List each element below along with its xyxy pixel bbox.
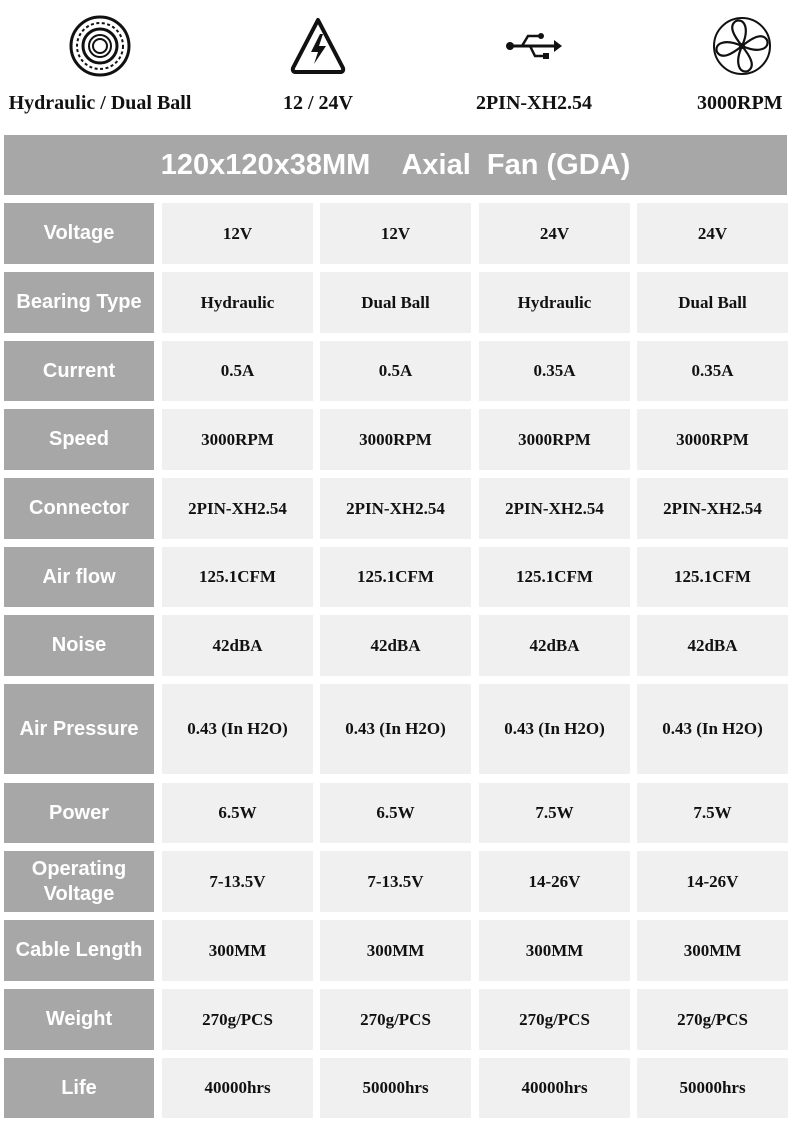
table-row	[0, 272, 793, 333]
table-cell: 3000RPM	[637, 409, 788, 470]
row-label: Air flow	[4, 547, 154, 607]
row-label: Voltage	[4, 203, 154, 264]
table-cell: 42dBA	[320, 615, 471, 676]
table-cell: 270g/PCS	[162, 989, 313, 1050]
table-cell: 12V	[320, 203, 471, 264]
table-row	[0, 341, 793, 401]
table-cell: 2PIN-XH2.54	[479, 478, 630, 539]
table-cell: 0.43 (In H2O)	[637, 684, 788, 774]
table-cell: 300MM	[479, 920, 630, 981]
table-cell: 270g/PCS	[479, 989, 630, 1050]
table-cell: 0.43 (In H2O)	[479, 684, 630, 774]
voltage-warning-icon	[286, 12, 350, 80]
table-cell: 40000hrs	[479, 1058, 630, 1118]
row-label: Weight	[4, 989, 154, 1050]
row-label: Connector	[4, 478, 154, 539]
feature-connector	[436, 0, 632, 128]
table-cell: 3000RPM	[479, 409, 630, 470]
table-cell: 300MM	[162, 920, 313, 981]
table-cell: 0.5A	[162, 341, 313, 401]
row-label: Power	[4, 783, 154, 843]
feature-label-connector: 2PIN-XH2.54	[475, 92, 593, 114]
row-label: Noise	[4, 615, 154, 676]
table-cell: 0.43 (In H2O)	[320, 684, 471, 774]
table-row	[0, 1058, 793, 1118]
table-cell: 270g/PCS	[320, 989, 471, 1050]
table-cell: 0.5A	[320, 341, 471, 401]
feature-voltage	[220, 0, 416, 128]
table-cell: 24V	[479, 203, 630, 264]
feature-label-voltage: 12 / 24V	[283, 92, 353, 114]
usb-connector-icon	[502, 12, 566, 80]
table-cell: Hydraulic	[479, 272, 630, 333]
table-cell: Dual Ball	[637, 272, 788, 333]
table-cell: Dual Ball	[320, 272, 471, 333]
row-label: Operating Voltage	[4, 851, 154, 912]
page-title: 120x120x38MM Axial Fan (GDA)	[4, 135, 787, 195]
table-cell: Hydraulic	[162, 272, 313, 333]
table-row	[0, 203, 793, 264]
table-row	[0, 409, 793, 470]
feature-bearing	[0, 0, 200, 128]
row-label: Life	[4, 1058, 154, 1118]
table-cell: 300MM	[320, 920, 471, 981]
table-cell: 50000hrs	[320, 1058, 471, 1118]
table-row	[0, 547, 793, 607]
table-cell: 42dBA	[162, 615, 313, 676]
table-cell: 7-13.5V	[162, 851, 313, 912]
table-cell: 2PIN-XH2.54	[162, 478, 313, 539]
table-cell: 300MM	[637, 920, 788, 981]
table-cell: 14-26V	[479, 851, 630, 912]
table-cell: 7-13.5V	[320, 851, 471, 912]
row-label: Speed	[4, 409, 154, 470]
row-label: Cable Length	[4, 920, 154, 981]
table-cell: 125.1CFM	[320, 547, 471, 607]
table-row	[0, 615, 793, 676]
fan-icon	[710, 12, 774, 80]
table-cell: 6.5W	[320, 783, 471, 843]
bearing-icon	[68, 12, 132, 80]
row-label: Current	[4, 341, 154, 401]
table-cell: 0.35A	[479, 341, 630, 401]
table-row	[0, 783, 793, 843]
table-cell: 42dBA	[479, 615, 630, 676]
feature-label-speed: 3000RPM	[697, 92, 783, 114]
table-cell: 14-26V	[637, 851, 788, 912]
table-cell: 2PIN-XH2.54	[637, 478, 788, 539]
feature-speed	[652, 0, 793, 128]
table-cell: 12V	[162, 203, 313, 264]
table-row	[0, 920, 793, 981]
table-cell: 2PIN-XH2.54	[320, 478, 471, 539]
table-cell: 0.43 (In H2O)	[162, 684, 313, 774]
row-label: Bearing Type	[4, 272, 154, 333]
feature-label-bearing: Hydraulic / Dual Ball	[8, 92, 192, 114]
table-cell: 3000RPM	[162, 409, 313, 470]
table-cell: 6.5W	[162, 783, 313, 843]
table-cell: 50000hrs	[637, 1058, 788, 1118]
feature-strip	[0, 0, 793, 128]
table-cell: 125.1CFM	[479, 547, 630, 607]
table-row	[0, 989, 793, 1050]
table-cell: 24V	[637, 203, 788, 264]
table-cell: 7.5W	[479, 783, 630, 843]
row-label: Air Pressure	[4, 684, 154, 774]
table-cell: 7.5W	[637, 783, 788, 843]
table-row	[0, 851, 793, 912]
table-cell: 42dBA	[637, 615, 788, 676]
table-cell: 0.35A	[637, 341, 788, 401]
table-cell: 3000RPM	[320, 409, 471, 470]
table-cell: 270g/PCS	[637, 989, 788, 1050]
table-row	[0, 684, 793, 774]
table-cell: 40000hrs	[162, 1058, 313, 1118]
table-cell: 125.1CFM	[637, 547, 788, 607]
table-row	[0, 478, 793, 539]
table-cell: 125.1CFM	[162, 547, 313, 607]
